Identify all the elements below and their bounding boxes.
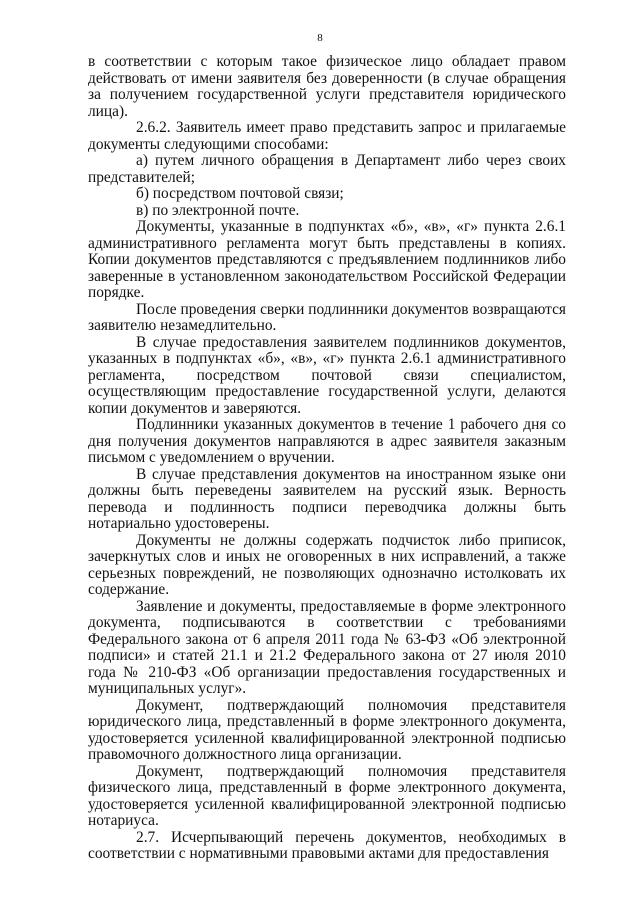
paragraph-originals-mail: В случае предоставления заявителем подлинников документов, указанных в подпунктах «б», «в», «г» пункта 2.6.1 административного регламента, посредством почтовой связи специалистом, осуществляющим предоставление государственной услуги, делаются копии документов и заверяются.: [88, 333, 566, 417]
paragraph-continuation: в соответствии с которым такое физическое лицо обладает правом действовать от имени заявителя без доверенности (в случае обращения за получением государственной услуги представителя юридического лица).: [88, 53, 566, 120]
paragraph-2-6-2: 2.6.2. Заявитель имеет право представить запрос и прилагаемые документы следующими способами:: [88, 119, 566, 153]
list-item-v: в) по электронной почте.: [136, 201, 300, 219]
list-item-b: б) посредством почтовой связи;: [136, 185, 344, 202]
list-item-a: а) путем личного обращения в Департамент либо через своих представителей;: [88, 152, 566, 186]
paragraph-originals-return: Подлинники указанных документов в течение 1 рабочего дня со дня получения документов направляются в адрес заявителя заказным письмом с уведомлением о вручении.: [88, 416, 566, 466]
paragraph-copies: Документы, указанные в подпунктах «б», «в», «г» пункта 2.6.1 административного регламента могут быть представлены в копиях. Копии документов представляются с предъявлением подлинников либо заверенные в установленном законодательством Российской Федерации порядке.: [88, 218, 566, 301]
paragraph-individual-representative: Документ, подтверждающий полномочия представителя физического лица, представленный в форме электронного документа, удостоверяется усиленной квалифицированной электронной подписью нотариуса.: [88, 762, 566, 829]
document-body: [88, 54, 566, 863]
paragraph-foreign-language: В случае представления документов на иностранном языке они должны быть переведены заявителем на русский язык. Верность перевода и подлинность подписи переводчика должны быть нотариально удостоверены.: [88, 465, 566, 532]
paragraph-electronic-signature: Заявление и документы, предоставляемые в форме электронного документа, подписываются в соответствии с требованиями Федерального закона от 6 апреля 2011 года № 63-ФЗ «Об электронной подписи» и статей 21.1 и 21.2 Федерального закона от 27 июля 2010 года № 210-ФЗ «Об организации предоставления государственных и муниципальных услуг».: [88, 597, 566, 697]
paragraph-legal-entity-representative: Документ, подтверждающий полномочия представителя юридического лица, представленный в форме электронного документа, удостоверяется усиленной квалифицированной электронной подписью правомочного должностного лица организации.: [88, 696, 566, 763]
page-number: 8: [317, 32, 323, 44]
paragraph-verification: После проведения сверки подлинники документов возвращаются заявителю незамедлительно.: [88, 300, 566, 334]
paragraph-no-corrections: Документы не должны содержать подчисток либо приписок, зачеркнутых слов и иных не оговоренных в них исправлений, а также серьезных повреждений, не позволяющих однозначно истолковать их содержание.: [88, 531, 566, 598]
section-heading-2-7: 2.7. Исчерпывающий перечень документов, необходимых в соответствии с нормативными правовыми актами для предоставления: [88, 828, 566, 862]
